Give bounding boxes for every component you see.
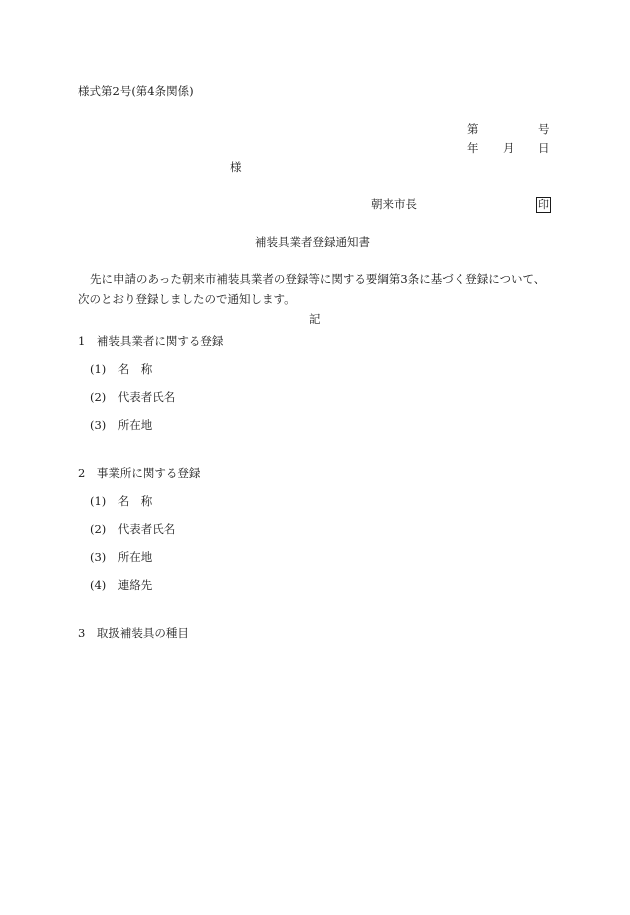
section-2-heading: 2 事業所に関する登録 — [78, 466, 201, 480]
section-2-item-4: (4) 連絡先 — [90, 578, 153, 592]
section-2-item-3: (3) 所在地 — [90, 550, 153, 564]
section-3-heading: 3 取扱補装具の種目 — [78, 626, 189, 640]
date-month: 月 — [503, 141, 515, 155]
body-line-2: 次のとおり登録しましたので通知します。 — [78, 292, 296, 306]
section-1-item-2: (2) 代表者氏名 — [90, 390, 176, 404]
section-1-item-3: (3) 所在地 — [90, 418, 153, 432]
date-year: 年 — [467, 141, 479, 155]
section-2-item-2: (2) 代表者氏名 — [90, 522, 176, 536]
doc-number-suffix: 号 — [538, 122, 550, 136]
section-1-heading: 1 補装具業者に関する登録 — [78, 334, 224, 348]
body-line-1: 先に申請のあった朝来市補装具業者の登録等に関する要綱第3条に基づく登録について、 — [90, 272, 546, 286]
section-1-item-1: (1) 名 称 — [90, 362, 153, 376]
section-2-item-1: (1) 名 称 — [90, 494, 153, 508]
ki-mark: 記 — [309, 312, 321, 326]
document-title: 補装具業者登録通知書 — [255, 235, 370, 249]
doc-number-prefix: 第 — [467, 122, 479, 136]
seal-text: 印 — [538, 198, 549, 211]
issuer-title: 朝来市長 — [371, 197, 417, 211]
form-label: 様式第2号(第4条関係) — [78, 84, 194, 98]
date-day: 日 — [538, 141, 550, 155]
seal-mark — [536, 197, 551, 213]
addressee-suffix: 様 — [230, 160, 242, 174]
